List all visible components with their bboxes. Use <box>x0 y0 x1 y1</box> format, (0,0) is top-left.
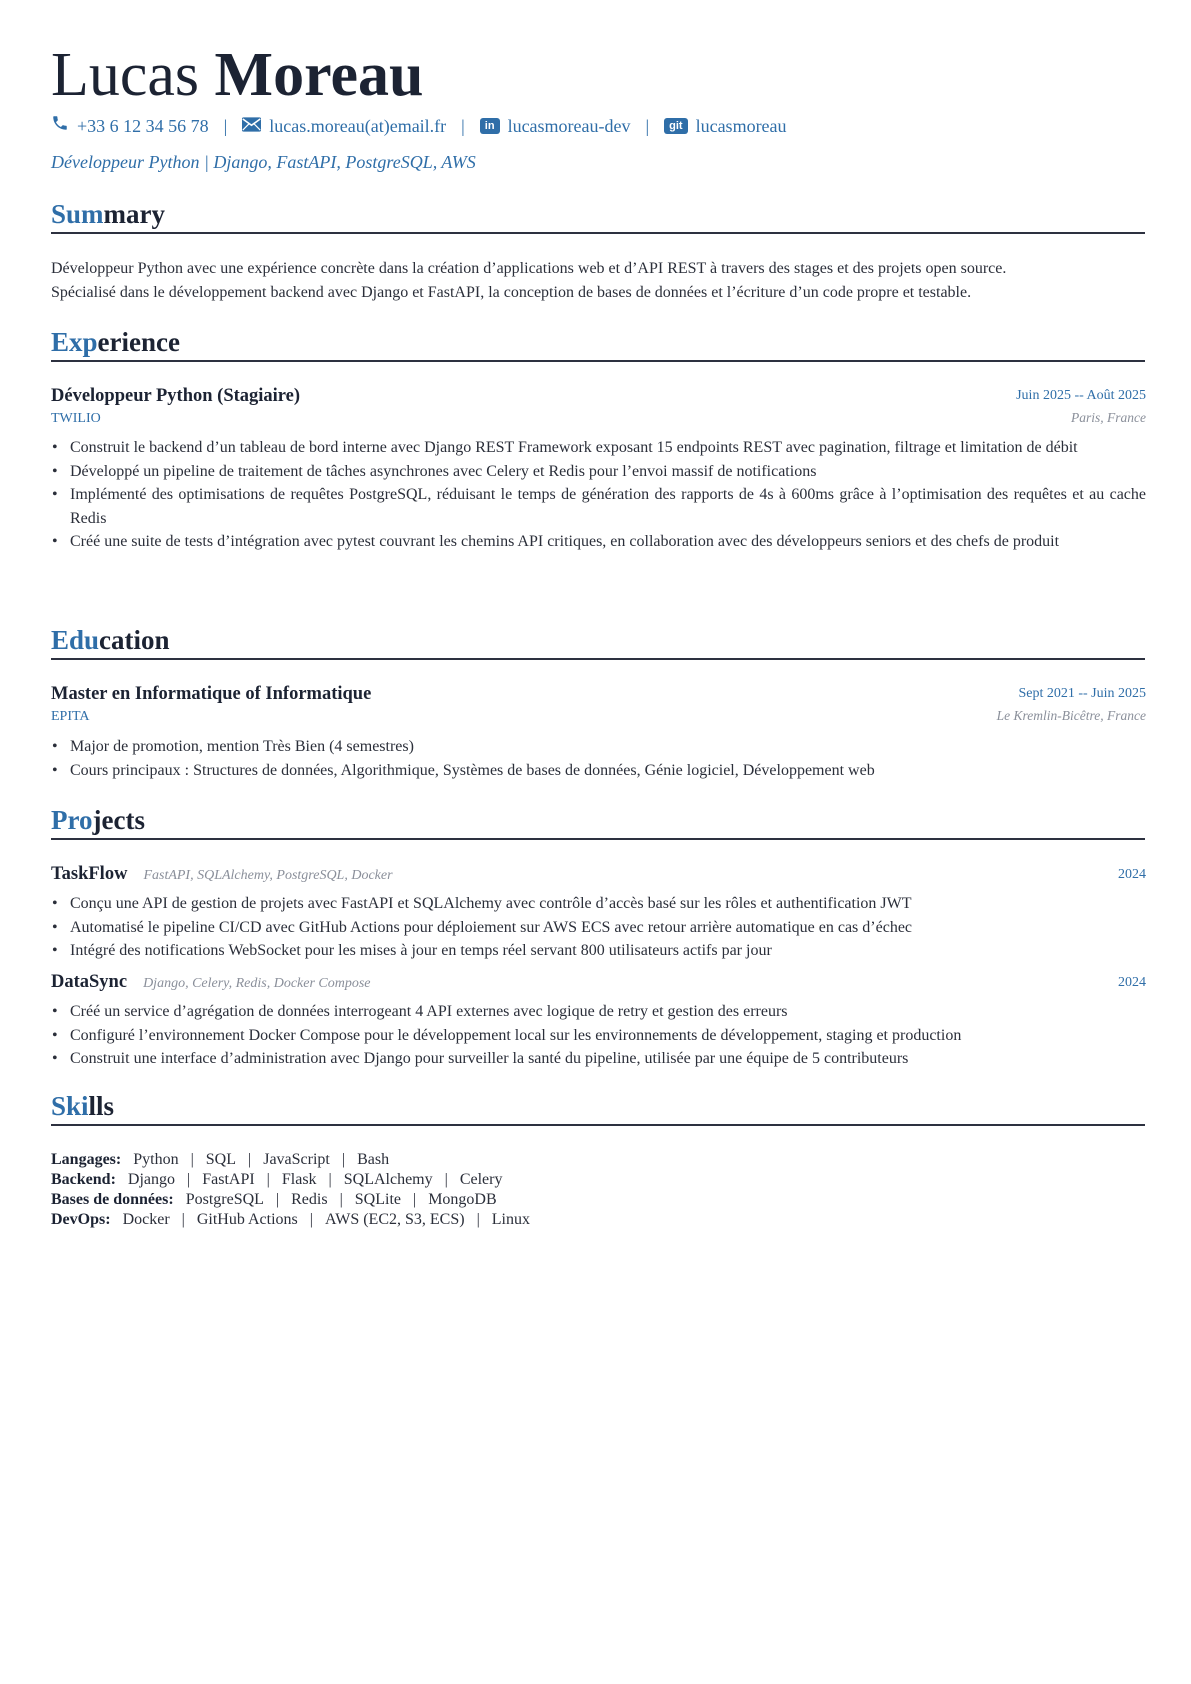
project-name: TaskFlow <box>51 864 128 884</box>
git-icon: git <box>664 118 687 134</box>
project-year: 2024 <box>1118 867 1146 882</box>
separator: | <box>645 116 650 136</box>
phone-link[interactable]: +33 6 12 34 56 78 <box>77 116 209 136</box>
list-item: • Major de promotion, mention Très Bien (4 semestres) <box>51 735 1146 759</box>
email-link[interactable]: lucas.moreau(at)email.fr <box>269 116 447 136</box>
github-link[interactable]: lucasmoreau <box>695 116 787 136</box>
list-item: • Développé un pipeline de traitement de tâches asynchrones avec Celery et Redis pour l’envoi massif de notifications <box>51 460 1146 484</box>
project-tech: Django, Celery, Redis, Docker Compose <box>143 976 371 991</box>
linkedin-icon: in <box>480 118 500 134</box>
section-title-projects: Projects <box>51 804 1145 840</box>
skills-list <box>51 1150 530 1230</box>
contact-bar <box>51 114 787 138</box>
skill-row: Langages: Python | SQL | JavaScript | Bash <box>51 1151 390 1168</box>
list-item: • Conçu une API de gestion de projets avec FastAPI et SQLAlchemy avec contrôle d’accès basé sur les rôles et authentification JWT <box>51 892 1146 916</box>
list-item: • Créé une suite de tests d’intégration avec pytest couvrant les chemins API critiques, en collaboration avec des développeurs seniors et des chefs de produit <box>51 530 1146 554</box>
list-item: • Automatisé le pipeline CI/CD avec GitHub Actions pour déploiement sur AWS ECS avec retour arrière automatique en cas d’échec <box>51 916 1146 940</box>
section-title-experience: Experience <box>51 326 1145 362</box>
skill-row: Backend: Django | FastAPI | Flask | SQLAlchemy | Celery <box>51 1171 503 1188</box>
skill-row: Bases de données: PostgreSQL | Redis | SQLite | MongoDB <box>51 1191 497 1208</box>
summary-line: Développeur Python avec une expérience concrète dans la création d’applications web et d’API REST à travers des stages et des projets open source. <box>51 260 1007 277</box>
experience-location: Paris, France <box>1071 410 1146 425</box>
candidate-name <box>51 40 423 110</box>
envelope-icon <box>242 114 261 138</box>
linkedin-link[interactable]: lucasmoreau-dev <box>507 116 631 136</box>
project-year: 2024 <box>1118 975 1146 990</box>
project-title <box>51 972 371 993</box>
summary-text <box>51 257 1146 304</box>
list-item: • Implémenté des optimisations de requêtes PostgreSQL, réduisant le temps de génération des rapports de 4s à 600ms grâce à l’optimisation des requêtes et au cache Redis <box>51 483 1146 530</box>
section-title-summary: Summary <box>51 198 1145 234</box>
education-bullets <box>51 735 1146 782</box>
education-org: EPITA <box>51 709 90 724</box>
section-title-skills: Skills <box>51 1090 1145 1126</box>
last-name: Moreau <box>214 41 424 109</box>
education-title: Master en Informatique of Informatique <box>51 684 372 704</box>
experience-dates: Juin 2025 -- Août 2025 <box>1016 388 1146 403</box>
section-title-education: Education <box>51 624 1145 660</box>
skill-row: DevOps: Docker | GitHub Actions | AWS (EC2, S3, ECS) | Linux <box>51 1211 530 1228</box>
project-bullets <box>51 892 1146 963</box>
summary-line: Spécialisé dans le développement backend avec Django et FastAPI, la conception de bases de données et l’écriture d’un code propre et testable. <box>51 283 972 301</box>
project-name: DataSync <box>51 972 128 992</box>
list-item: • Intégré des notifications WebSocket pour les mises à jour en temps réel servant 800 utilisateurs actifs par jour <box>51 939 1146 963</box>
project-title <box>51 864 393 885</box>
experience-title: Développeur Python (Stagiaire) <box>51 386 301 406</box>
list-item: • Créé un service d’agrégation de données interrogeant 4 API externes avec logique de retry et gestion des erreurs <box>51 1000 1146 1024</box>
separator: | <box>223 116 228 136</box>
separator: | <box>461 116 465 136</box>
education-dates: Sept 2021 -- Juin 2025 <box>1018 686 1146 701</box>
education-location: Le Kremlin-Bicêtre, France <box>996 708 1146 723</box>
experience-bullets <box>51 436 1146 554</box>
project-tech: FastAPI, SQLAlchemy, PostgreSQL, Docker <box>143 868 393 883</box>
experience-org: TWILIO <box>51 411 101 426</box>
tagline: Développeur Python | Django, FastAPI, PostgreSQL, AWS <box>51 152 476 172</box>
list-item: • Construit le backend d’un tableau de bord interne avec Django REST Framework exposant 15 endpoints REST avec pagination, filtrage et limitation de débit <box>51 436 1146 460</box>
list-item: • Cours principaux : Structures de données, Algorithmique, Systèmes de bases de données, Génie logiciel, Développement web <box>51 759 1146 783</box>
first-name: Lucas <box>51 41 200 109</box>
phone-icon <box>51 114 69 138</box>
list-item: • Configuré l’environnement Docker Compose pour le développement local sur les environnements de développement, staging et production <box>51 1024 1146 1048</box>
list-item: • Construit une interface d’administration avec Django pour surveiller la santé du pipeline, utilisée par une équipe de 5 contributeurs <box>51 1047 1146 1071</box>
project-bullets <box>51 1000 1146 1071</box>
